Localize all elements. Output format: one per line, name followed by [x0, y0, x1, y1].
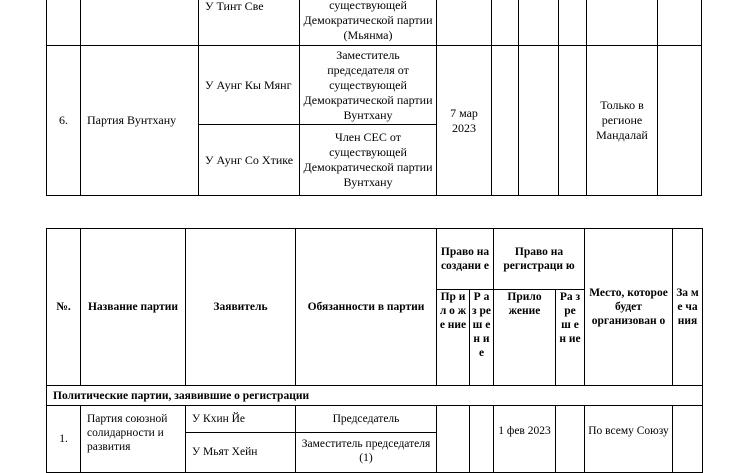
party-name: Партия союзной солидарности и развития — [81, 406, 186, 473]
party-table-continued — [46, 0, 702, 196]
header-create-right: Право на создани е — [437, 229, 494, 290]
row-number: 1. — [47, 406, 81, 473]
section-title: Политические партии, заявившие о регистрации — [47, 386, 703, 406]
table-row — [47, 46, 702, 125]
header-party: Название партии — [81, 229, 186, 386]
header-duty: Обязанности в партии — [296, 229, 437, 386]
header-number: №. — [47, 229, 81, 386]
applicant-cell: У Аунг Кы Мянг — [199, 46, 300, 125]
header-place: Место, которое будет организован о — [585, 229, 673, 386]
party-name: Партия Вунтхану — [81, 46, 199, 196]
place-cell: Только в регионе Мандалай — [587, 46, 658, 196]
place-cell: По всему Союзу — [585, 406, 673, 473]
date-cell: 1 фев 2023 — [494, 406, 556, 473]
applicant-cell: У Кхин Йе — [186, 406, 296, 433]
duty-cell: Заместитель председателя от существующей Демократической партии Вунтхану — [300, 46, 437, 125]
table-row — [47, 406, 703, 433]
header-permit-2: Ра з ре ш ен ие — [556, 290, 585, 386]
date-cell: 7 мар 2023 — [437, 46, 492, 196]
party-registration-table — [46, 228, 703, 473]
header-register-right: Право на регистраци ю — [494, 229, 585, 290]
header-row — [47, 229, 703, 290]
applicant-cell: У Мьят Хейн — [186, 433, 296, 473]
header-notes: За ме ча ния — [673, 229, 703, 386]
header-applicant: Заявитель — [186, 229, 296, 386]
duty-cell: Председатель — [296, 406, 437, 433]
table-row — [47, 0, 702, 46]
duty-cell: существующей Демократической партии (Мьянма) — [300, 0, 437, 46]
row-number: 6. — [47, 46, 81, 196]
applicant-cell: У Аунг Со Хтике — [199, 125, 300, 196]
header-attach-2: Прило жение — [494, 290, 556, 386]
duty-cell: Заместитель председателя (1) — [296, 433, 437, 473]
section-row — [47, 386, 703, 406]
header-attach: Пр ил о же ние — [437, 290, 470, 386]
header-permit: Р аз ре ш ен ие — [470, 290, 494, 386]
duty-cell: Член СЕС от существующей Демократической партии Вунтхану — [300, 125, 437, 196]
applicant-cell: У Тинт Све — [199, 0, 300, 46]
